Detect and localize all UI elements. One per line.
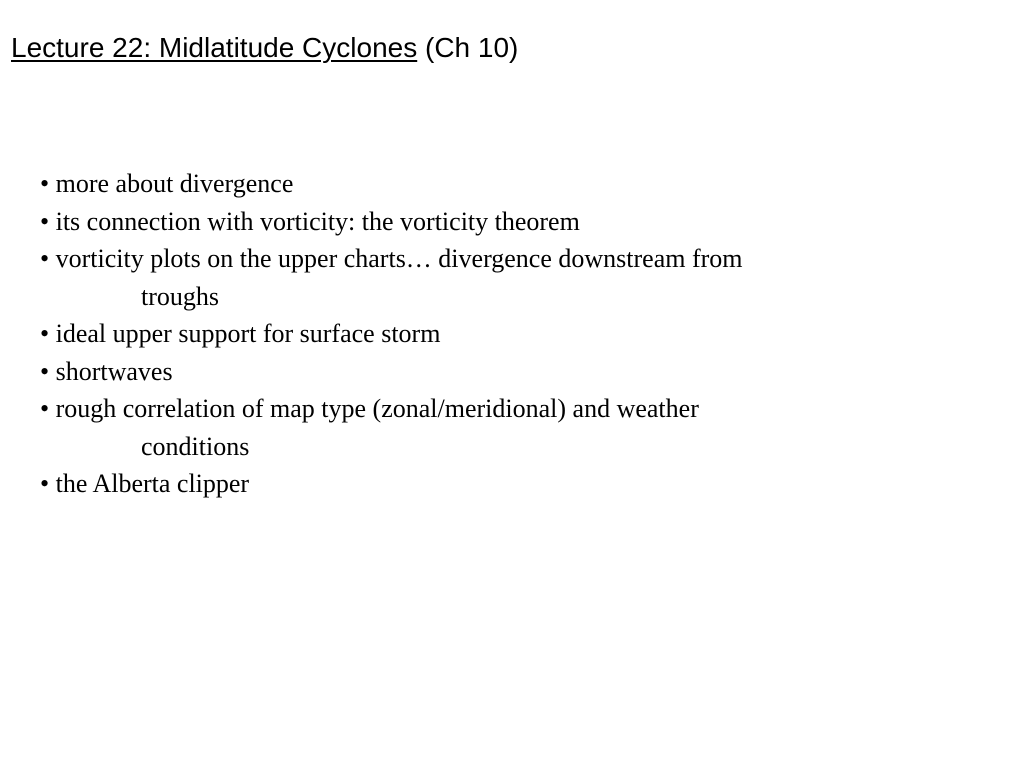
bullet-text: rough correlation of map type (zonal/meridional) and weather: [55, 394, 699, 423]
bullet-item-vorticity-theorem: [40, 203, 940, 241]
bullet-marker: •: [40, 206, 50, 236]
bullet-item-map-type: [40, 390, 940, 465]
bullet-item-divergence: [40, 165, 940, 203]
bullet-marker: •: [40, 469, 50, 498]
page-title: [11, 28, 518, 68]
title-main: Lecture 22: Midlatitude Cyclones: [11, 32, 418, 63]
bullet-marker: •: [40, 169, 50, 198]
bullet-text: ideal upper support for surface storm: [55, 319, 441, 348]
bullet-text: shortwaves: [55, 356, 173, 386]
title-chapter: (Ch 10): [425, 32, 519, 63]
bullet-text: its connection with vorticity: the vorticity theorem: [55, 206, 580, 236]
bullet-item-upper-support: [40, 315, 940, 353]
bullet-text: more about divergence: [55, 169, 294, 198]
bullet-marker: •: [40, 356, 50, 386]
bullet-item-vorticity-plots: [40, 240, 940, 315]
bullet-marker: •: [40, 319, 50, 348]
bullet-list: [40, 165, 940, 503]
bullet-continuation: conditions: [141, 431, 250, 461]
bullet-text: the Alberta clipper: [55, 469, 250, 498]
bullet-continuation: troughs: [141, 281, 219, 311]
bullet-text: vorticity plots on the upper charts… divergence downstream from: [55, 244, 743, 273]
bullet-item-alberta-clipper: [40, 465, 940, 503]
bullet-marker: •: [40, 394, 50, 423]
bullet-marker: •: [40, 244, 50, 273]
bullet-item-shortwaves: [40, 353, 940, 391]
